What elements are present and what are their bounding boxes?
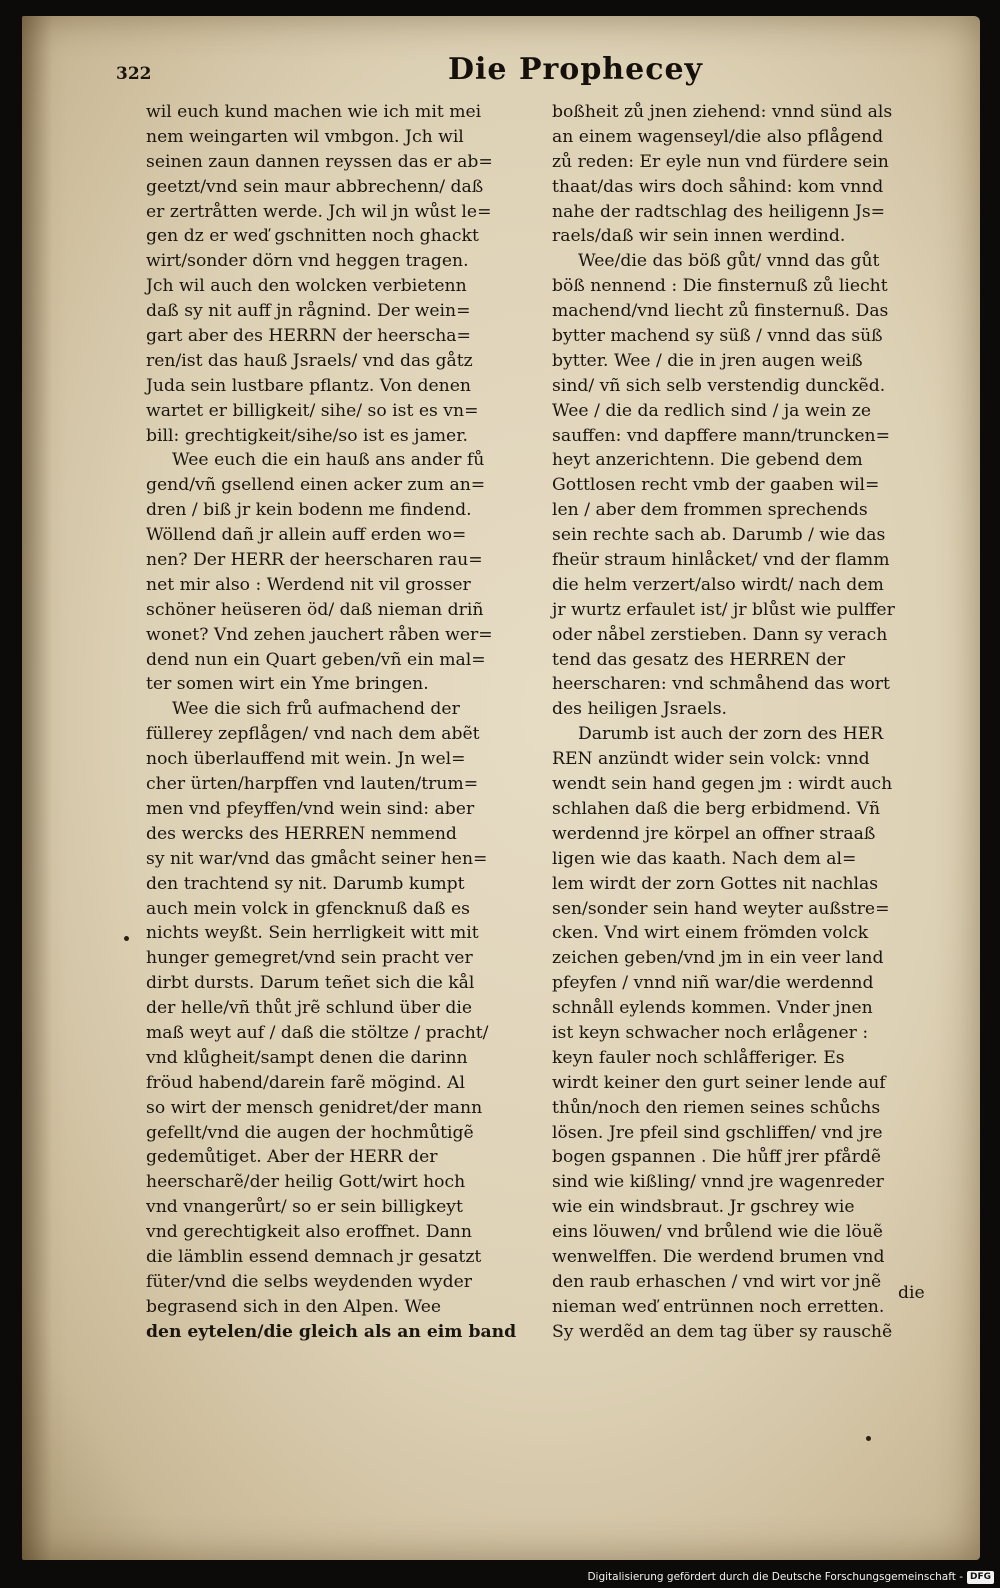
right-text-column: [552, 100, 957, 1345]
text-line: des wercks des HERREN nemmend: [146, 823, 457, 844]
text-line: ter somen wirt ein Yme bringen.: [146, 674, 429, 695]
text-line: ligen wie das kaath. Nach dem al=: [552, 848, 857, 869]
text-line: wie ein windsbraut. Jr gschrey wie: [552, 1197, 855, 1218]
text-line: nichts weyßt. Sein herrligkeit witt mit: [146, 923, 479, 944]
text-line: schöner heüseren öd/ daß nieman driñ: [146, 599, 484, 620]
text-line: den eytelen/die gleich als an eim band: [146, 1321, 517, 1342]
text-line: vnd vnangerůrt/ so er sein billigkeyt: [146, 1197, 463, 1218]
text-line: nen? Der HERR der heerscharen rau=: [146, 550, 483, 571]
text-line: werdennd jre körpel an offner straaß: [552, 823, 876, 844]
text-line: net mir also : Werdend nit vil grosser: [146, 574, 471, 595]
text-line: gen dz er weď gschnitten noch ghackt: [146, 226, 479, 247]
text-line: dend nun ein Quart geben/vñ ein mal=: [146, 649, 486, 670]
text-line: vnd klůgheit/sampt denen die darinn: [146, 1047, 468, 1068]
text-line: ist keyn schwacher noch erlågener :: [552, 1022, 869, 1043]
text-line: maß weyt auf / daß die stöltze / pracht/: [146, 1022, 489, 1043]
text-line: Wee die sich frů aufmachend der: [172, 699, 460, 720]
text-line: bytter. Wee / die in jren augen weiß: [552, 350, 863, 371]
text-line: pfeyfen / vnnd niñ war/die werdennd: [552, 973, 874, 994]
text-line: die helm verzert/also wirdt/ nach dem: [552, 574, 884, 595]
text-line: noch überlauffend mit wein. Jn wel=: [146, 749, 466, 770]
text-line: men vnd pfeyffen/vnd wein sind: aber: [146, 798, 475, 819]
text-line: Darumb ist auch der zorn des HER: [578, 724, 884, 745]
text-line: cken. Vnd wirt einem frömden volck: [552, 923, 869, 944]
text-line: dirbt dursts. Darum teñet sich die kål: [146, 973, 475, 994]
text-line: REN anzündt wider sein volck: vnnd: [552, 749, 870, 770]
text-line: bytter machend sy süß / vnnd das süß: [552, 326, 883, 347]
text-line: vnd gerechtigkeit also eroffnet. Dann: [146, 1222, 472, 1243]
text-line: daß sy nit auff jn rågnind. Der wein=: [146, 301, 471, 322]
text-line: seinen zaun dannen reyssen das er ab=: [146, 151, 493, 172]
credit-text: Digitalisierung gefördert durch die Deutsche Forschungsgemeinschaft -: [587, 1571, 963, 1583]
text-line: auch mein volck in gfencknuß daß es: [146, 898, 470, 919]
text-line: heerscharẽ/der heilig Gott/wirt hoch: [146, 1172, 466, 1193]
text-line: den trachtend sy nit. Darumb kumpt: [146, 873, 465, 894]
text-line: geetzt/vnd sein maur abbrechenn/ daß: [146, 176, 484, 197]
text-line: Jch wil auch den wolcken verbietenn: [146, 276, 467, 297]
text-line: er zertråtten werde. Jch wil jn wůst le=: [146, 201, 492, 222]
text-line: bogen gspannen . Die hůff jrer pfårdẽ: [552, 1147, 882, 1168]
text-line: wenwelffen. Die werdend brumen vnd: [552, 1246, 885, 1267]
text-line: Gottlosen recht vmb der gaaben wil=: [552, 475, 880, 496]
text-line: der helle/vñ thůt jrẽ schlund über die: [146, 998, 473, 1019]
text-line: begrasend sich in den Alpen. Wee: [146, 1296, 442, 1317]
text-line: an einem wagenseyl/die also pflågend: [552, 126, 884, 147]
text-line: bill: grechtigkeit/sihe/so ist es jamer.: [146, 425, 468, 446]
text-line: wonet? Vnd zehen jauchert råben wer=: [146, 624, 493, 645]
text-line: sy nit war/vnd das gmåcht seiner hen=: [146, 848, 488, 869]
text-line: wendt sein hand gegen jm : wirdt auch: [552, 774, 893, 795]
text-line: fröud habend/darein farẽ mögind. Al: [146, 1072, 465, 1093]
text-line: Juda sein lustbare pflantz. Von denen: [146, 375, 471, 396]
text-line: Wee / die da redlich sind / ja wein ze: [552, 400, 871, 421]
text-line: oder nåbel zerstieben. Dann sy verach: [552, 624, 888, 645]
text-line: lem wirdt der zorn Gottes nit nachlas: [552, 873, 879, 894]
text-line: die lämblin essend demnach jr gesatzt: [146, 1246, 482, 1267]
text-line: gart aber des HERRN der heerscha=: [146, 326, 471, 347]
text-line: tend das gesatz des HERREN der: [552, 649, 846, 670]
text-line: hunger gemegret/vnd sein pracht ver: [146, 948, 473, 969]
text-line: gedemůtiget. Aber der HERR der: [146, 1147, 438, 1168]
text-line: thůn/noch den riemen seines schůchs: [552, 1097, 881, 1118]
text-line: sen/sonder sein hand weyter außstre=: [552, 898, 890, 919]
text-line: nieman weď entrünnen noch erretten.: [552, 1296, 885, 1317]
text-line: sind/ vñ sich selb verstendig dunckẽd.: [552, 375, 886, 396]
text-line: böß nennend : Die finsternuß zů liecht: [552, 276, 888, 297]
text-line: heyt anzerichtenn. Die gebend dem: [552, 450, 863, 471]
text-line: zeichen geben/vnd jm in ein veer land: [552, 948, 884, 969]
text-line: schlahen daß die berg erbidmend. Vñ: [552, 798, 881, 819]
text-line: thaat/das wirs doch såhind: kom vnnd: [552, 176, 884, 197]
text-line: raels/daß wir sein innen werdind.: [552, 226, 846, 247]
text-line: wil euch kund machen wie ich mit mei: [146, 102, 482, 122]
digitization-credit: [587, 1568, 994, 1586]
running-head: Die Prophecey: [448, 52, 703, 87]
text-line: machend/vnd liecht zů finsternuß. Das: [552, 301, 889, 322]
text-line: nem weingarten wil vmbgon. Jch wil: [146, 126, 464, 147]
text-line: zů reden: Er eyle nun vnd fürdere sein: [552, 151, 889, 172]
catchword: die: [898, 1283, 925, 1303]
text-line: gend/vñ gsellend einen acker zum an=: [146, 475, 486, 496]
text-line: den raub erhaschen / vnd wirt vor jnẽ: [552, 1271, 882, 1292]
text-line: füllerey zepflågen/ vnd nach dem abẽt: [146, 724, 480, 745]
text-line: len / aber dem frommen sprechends: [552, 500, 868, 521]
text-line: füter/vnd die selbs weydenden wyder: [146, 1271, 473, 1292]
text-line: dren / biß jr kein bodenn me findend.: [146, 500, 472, 521]
text-line: lösen. Jre pfeil sind gschliffen/ vnd jre: [552, 1122, 883, 1143]
text-line: jr wurtz erfaulet ist/ jr blůst wie pulffer: [552, 599, 895, 620]
text-line: so wirt der mensch genidret/der mann: [146, 1097, 483, 1118]
dfg-logo: DFG: [967, 1571, 994, 1584]
text-line: Sy werdẽd an dem tag über sy rauschẽ: [552, 1321, 893, 1342]
text-line: Wee euch die ein hauß ans ander fů: [172, 450, 485, 471]
text-line: sind wie kißling/ vnnd jre wagenreder: [552, 1172, 884, 1193]
folio-number: 322: [116, 64, 152, 84]
text-line: keyn fauler noch schlåfferiger. Es: [552, 1047, 845, 1068]
gutter-shadow: [22, 16, 52, 1560]
text-line: fheür straum hinlåcket/ vnd der flamm: [552, 550, 890, 571]
text-line: eins löuwen/ vnd brůlend wie die löuẽ: [552, 1222, 883, 1243]
text-line: schnåll eylends kommen. Vnder jnen: [552, 998, 873, 1019]
text-line: ren/ist das hauß Jsraels/ vnd das gåtz: [146, 350, 473, 371]
ink-dot: [866, 1436, 871, 1441]
text-line: heerscharen: vnd schmåhend das wort: [552, 674, 890, 695]
text-line: cher ürten/harpffen vnd lauten/trum=: [146, 774, 479, 795]
text-line: wirdt keiner den gurt seiner lende auf: [552, 1072, 886, 1093]
text-line: gefellt/vnd die augen der hochmůtigẽ: [146, 1122, 474, 1143]
text-line: Wee/die das böß gůt/ vnnd das gůt: [578, 251, 880, 272]
text-line: sein rechte sach ab. Darumb / wie das: [552, 525, 886, 546]
text-line: wirt/sonder dörn vnd heggen tragen.: [146, 251, 469, 272]
text-line: wartet er billigkeit/ sihe/ so ist es vn=: [146, 400, 479, 421]
text-line: Wöllend dañ jr allein auff erden wo=: [146, 525, 467, 546]
text-line: boßheit zů jnen ziehend: vnnd sünd als: [552, 102, 893, 122]
text-line: nahe der radtschlag des heiligenn Js=: [552, 201, 886, 222]
text-line: sauffen: vnd dapffere mann/truncken=: [552, 425, 890, 446]
ink-dot: [124, 936, 129, 941]
left-text-column: [146, 100, 546, 1345]
text-line: des heiligen Jsraels.: [552, 699, 728, 720]
